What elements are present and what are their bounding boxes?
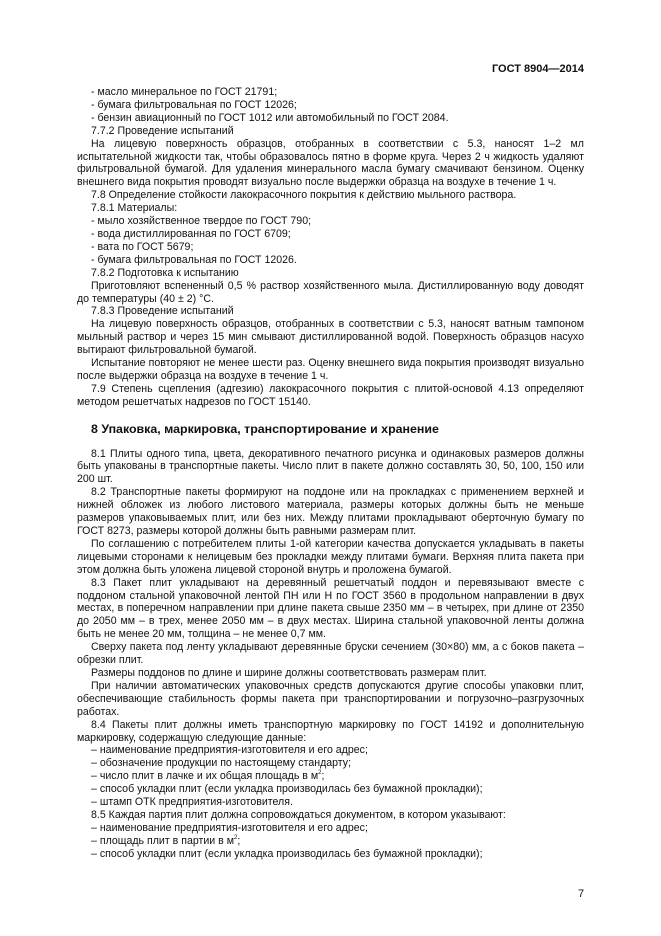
paragraph: – наименование предприятия-изготовителя и его адрес;: [91, 744, 368, 757]
document-header: ГОСТ 8904—2014: [491, 63, 584, 75]
paragraph: – штамп ОТК предприятия-изготовителя.: [91, 796, 293, 809]
paragraph: 8.5 Каждая партия плит должна сопровождаться документом, в котором указывают:: [91, 808, 506, 821]
paragraph: 7.8.1 Материалы:: [91, 202, 178, 215]
list-item-tail: ;: [237, 834, 241, 847]
paragraph: – способ укладки плит (если укладка производилась без бумажной прокладки);: [91, 783, 483, 796]
paragraph: 8.3 Пакет плит укладывают на деревянный решетчатый поддон и перевязывают вместе с поддоном стальной упаковочной лентой ПН или Н по ГОСТ 3560 в продольном направлении в двух местах, в поперечном направлении при длине пакета свыше 2350 мм – в четырех, при длине от 2350 до 2050 мм – в трех, менее 2050 мм – в двух местах. Ширина стальной упаковочной ленты должна быть не менее 20 мм, толщина – не менее 0,7 мм.: [77, 576, 584, 641]
list-item-text: – число плит в лачке и их общая площадь в м: [91, 770, 319, 783]
paragraph: По соглашению с потребителем плиты 1-ой категории качества допускается укладывать в пакеты лицевыми сторонами к нелицевым без прокладки между плитами бумаги. Верхняя плита пакета при этом должна быть уложена лицевой стороной внутрь и проложена бумагой.: [77, 537, 584, 576]
superscript: 2: [234, 834, 238, 841]
paragraph: 8.2 Транспортные пакеты формируют на поддоне или на прокладках с применением верхней и нижней обложек из любого листового материала, размеры которых должны быть не меньше размеров упаковываемых плит, или без них. Между плитами прокладывают оберточную бумагу по ГОСТ 8273, размеры которой должны быть равными размерам плит.: [77, 486, 584, 537]
paragraph: – наименование предприятия-изготовителя и его адрес;: [91, 821, 368, 834]
list-item: [77, 835, 584, 848]
paragraph: Размеры поддонов по длине и ширине должны соответствовать размерам плит.: [91, 666, 487, 679]
paragraph: 7.7.2 Проведение испытаний: [91, 124, 234, 137]
paragraph: - бумага фильтровальная по ГОСТ 12026;: [91, 98, 297, 111]
page-number: 7: [578, 888, 585, 900]
section-7-text: [77, 86, 584, 409]
paragraph: Приготовляют вспененный 0,5 % раствор хозяйственного мыла. Дистиллированную воду доводят до температуры (40 ± 2) °С.: [77, 279, 584, 305]
section-8-text-end: [77, 848, 584, 861]
section-8-text-cont: [77, 783, 584, 835]
list-item-text: – площадь плит в партии в м: [91, 834, 234, 847]
paragraph: – способ укладки плит (если укладка производилась без бумажной прокладки);: [91, 847, 483, 860]
paragraph: 7.8 Определение стойкости лакокрасочного покрытия к действию мыльного раствора.: [91, 189, 517, 202]
list-item: [77, 770, 584, 783]
paragraph: - мыло хозяйственное твердое по ГОСТ 790;: [91, 215, 312, 228]
section-8-text: [77, 448, 584, 771]
document-body: [77, 86, 584, 861]
section-heading: 8 Упаковка, маркировка, транспортирование и хранение: [91, 421, 439, 436]
paragraph: На лицевую поверхность образцов, отобранных в соответствии с 5.3, наносят ватным тампоном мыльный раствор и через 15 мин смывают дистиллированной водой. Поверхность образцов насухо вытирают фильтровальной бумагой.: [77, 318, 584, 357]
paragraph: 8.4 Пакеты плит должны иметь транспортную маркировку по ГОСТ 14192 и дополнительную маркировку, содержащую следующие данные:: [77, 718, 584, 744]
superscript: 2: [318, 770, 322, 777]
paragraph: - бензин авиационный по ГОСТ 1012 или автомобильный по ГОСТ 2084.: [91, 111, 449, 124]
paragraph: 7.9 Степень сцепления (адгезию) лакокрасочного покрытия с плитой-основой 4.13 определяют методом решетчатых надрезов по ГОСТ 15140.: [77, 382, 584, 408]
paragraph: Испытание повторяют не менее шести раз. Оценку внешнего вида покрытия производят визуально после выдержки образца на воздухе в течение 1 ч.: [77, 357, 584, 382]
paragraph: - вата по ГОСТ 5679;: [91, 240, 194, 253]
paragraph: Сверху пакета под ленту укладывают деревянные бруски сечением (30×80) мм, а с боков пакета – обрезки плит.: [77, 641, 584, 667]
paragraph: 7.8.3 Проведение испытаний: [91, 305, 234, 318]
paragraph: - масло минеральное по ГОСТ 21791;: [91, 86, 278, 98]
paragraph: 8.1 Плиты одного типа, цвета, декоративного печатного рисунка и одинаковых размеров должны быть упакованы в транспортные пакеты. Число плит в пакете должно составлять 30, 50, 100, 150 или 200 шт.: [77, 447, 584, 486]
paragraph: 7.8.2 Подготовка к испытанию: [91, 266, 239, 279]
list-item-tail: ;: [321, 770, 325, 783]
paragraph: – обозначение продукции по настоящему стандарту;: [91, 757, 352, 770]
paragraph: - бумага фильтровальная по ГОСТ 12026.: [91, 253, 297, 266]
paragraph: При наличии автоматических упаковочных средств допускаются другие способы упаковки плит, обеспечивающие стабильность формы пакета при транспортировании и погрузочно–разгрузочных работах.: [77, 679, 584, 718]
paragraph: - вода дистиллированная по ГОСТ 6709;: [91, 227, 291, 240]
paragraph: На лицевую поверхность образцов, отобранных в соответствии с 5.3, наносят 1–2 мл испытательной жидкости так, чтобы образовалось пятно в форме круга. Через 2 ч жидкость удаляют фильтровальной бумагой. Для удаления минерального масла бумагу смачивают бензином. Оценку внешнего вида покрытия проводят визуально после выдержки образца на воздухе в течение 1 ч.: [77, 137, 584, 189]
